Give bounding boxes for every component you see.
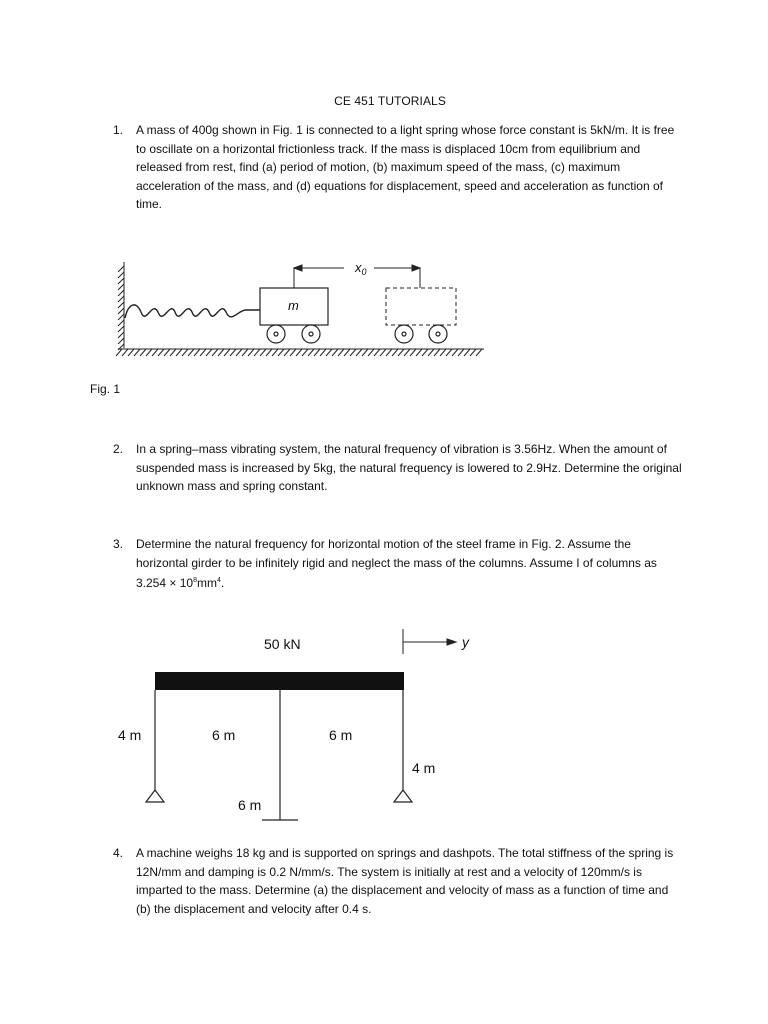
figure-1-mass-label: m — [288, 298, 299, 313]
figure-2-dim-bay-2: 6 m — [329, 727, 353, 743]
figure-2-dim-right-column: 4 m — [412, 760, 436, 776]
figure-2-displacement-arrow — [403, 629, 456, 654]
question-number: 1. — [113, 123, 124, 137]
figure-2-pin-supports — [146, 790, 412, 802]
figure-2-columns — [155, 690, 403, 820]
figure-1-displacement-label: $x_0$ — [355, 260, 367, 277]
figure-2-dim-left-column: 4 m — [118, 727, 142, 743]
question-text: In a spring–mass vibrating system, the natural frequency of vibration is 3.56Hz. When the amount of suspended mass is increased by 5kg, the natural frequency is lowered to 2.9Hz. Determine the original unknown mass and spring constant. — [136, 442, 682, 494]
question-text: A machine weighs 18 kg and is supported on springs and dashpots. The total stiffness of the spring is 12N/mm and damping is 0.2 N/mm/s. The system is initially at rest and a velocity of 120mm/s is imparted to the mass. Determine (a) the displacement and velocity of mass as a function of time and (b) the displacement and velocity after 0.4 s. — [136, 846, 674, 916]
question-number: 3. — [113, 537, 124, 551]
page-title: CE 451 TUTORIALS — [334, 94, 446, 108]
question-number: 2. — [113, 442, 124, 456]
figure-1-caption: Fig. 1 — [90, 382, 121, 396]
question-text: A mass of 400g shown in Fig. 1 is connected to a light spring whose force constant is 5kN/m. It is free to oscillate on a horizontal frictionless track. If the mass is displaced 10cm from equilibrium and released from rest, find (a) period of motion, (b) maximum speed of the mass, (c) maximum acceleration of the mass, and (d) equations for displacement, speed and acceleration as function of time. — [136, 123, 675, 212]
question-number: 4. — [113, 846, 124, 860]
figure-2-dim-middle-column: 6 m — [238, 797, 262, 813]
question-text: Determine the natural frequency for horizontal motion of the steel frame in Fig. 2. Assume the horizontal girder to be infinitely rigid and neglect the mass of the columns. Assume I of columns as $3.254 \times 10^8mm^4$. — [136, 537, 657, 591]
question-4 — [113, 844, 684, 918]
figure-2-dim-bay-1: 6 m — [212, 727, 236, 743]
figure-2-displacement-label: y — [462, 634, 469, 650]
figure-2-load-label: 50 kN — [264, 636, 301, 652]
figure-2-rigid-girder — [155, 672, 404, 690]
